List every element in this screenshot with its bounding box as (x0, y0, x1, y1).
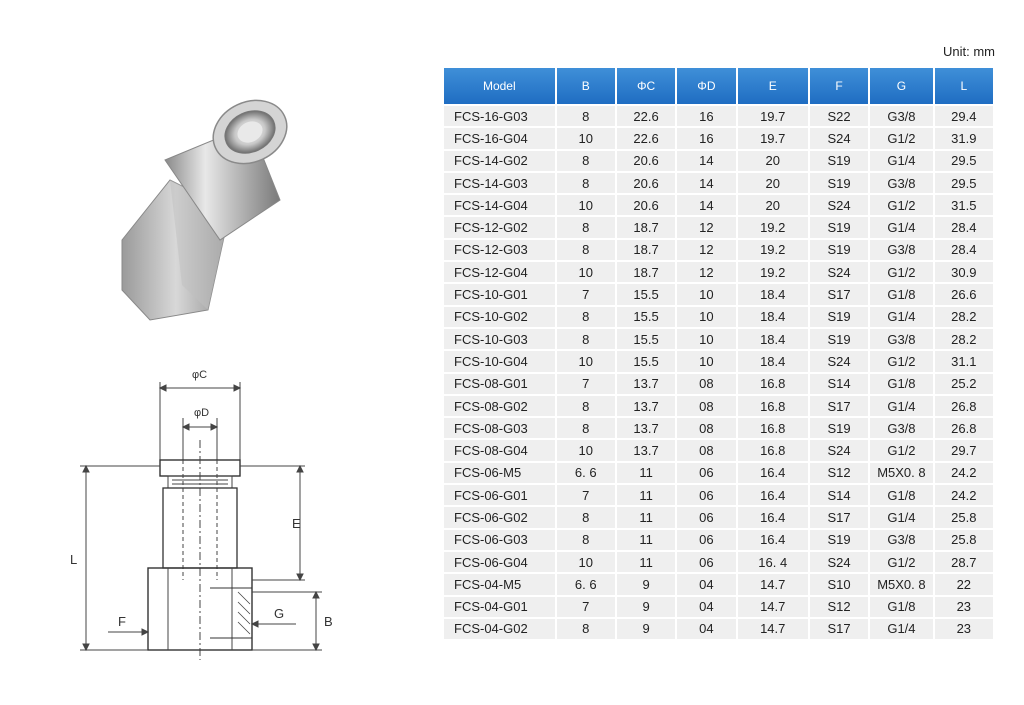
table-row (444, 240, 993, 260)
table-row (444, 418, 993, 438)
dim-g-label: G (274, 606, 285, 621)
table-cell: 18.4 (738, 329, 808, 349)
table-cell: 28.7 (935, 552, 993, 572)
table-cell: S19 (810, 530, 868, 550)
table-cell: 06 (677, 463, 735, 483)
table-cell: S14 (810, 485, 868, 505)
table-cell: 22.6 (617, 128, 675, 148)
table-cell: 7 (557, 374, 615, 394)
table-cell: 10 (557, 351, 615, 371)
table-cell: 20 (738, 173, 808, 193)
table-cell: 8 (557, 240, 615, 260)
technical-drawing (60, 360, 360, 660)
table-cell: 20 (738, 151, 808, 171)
model-cell: FCS-08-G04 (444, 440, 555, 460)
table-cell: S24 (810, 351, 868, 371)
table-cell: 22.6 (617, 106, 675, 126)
table-cell: 13.7 (617, 418, 675, 438)
table-cell: 16.8 (738, 440, 808, 460)
table-cell: S14 (810, 374, 868, 394)
table-cell: S10 (810, 574, 868, 594)
table-row (444, 530, 993, 550)
model-cell: FCS-04-G02 (444, 619, 555, 639)
table-cell: 29.5 (935, 151, 993, 171)
product-photo (110, 90, 290, 330)
table-row (444, 507, 993, 527)
table-cell: 15.5 (617, 307, 675, 327)
table-cell: G3/8 (870, 240, 932, 260)
table-cell: 15.5 (617, 284, 675, 304)
table-cell: G3/8 (870, 329, 932, 349)
model-cell: FCS-06-G03 (444, 530, 555, 550)
table-row (444, 106, 993, 126)
table-row (444, 552, 993, 572)
table-cell: G1/2 (870, 195, 932, 215)
table-cell: 7 (557, 284, 615, 304)
dim-d-label: φD (194, 407, 210, 419)
table-cell: 19.2 (738, 262, 808, 282)
table-cell: 8 (557, 173, 615, 193)
table-cell: 6. 6 (557, 463, 615, 483)
table-cell: 06 (677, 530, 735, 550)
table-cell: 8 (557, 151, 615, 171)
dim-l-label: L (70, 552, 78, 567)
table-cell: G3/8 (870, 530, 932, 550)
column-header: F (810, 68, 868, 104)
column-header: E (738, 68, 808, 104)
table-cell: 31.5 (935, 195, 993, 215)
table-cell: 29.7 (935, 440, 993, 460)
table-cell: 18.4 (738, 307, 808, 327)
table-cell: 8 (557, 619, 615, 639)
column-header: Model (444, 68, 555, 104)
model-cell: FCS-10-G02 (444, 307, 555, 327)
table-cell: S12 (810, 463, 868, 483)
table-cell: 20.6 (617, 151, 675, 171)
table-cell: 10 (677, 351, 735, 371)
table-cell: 24.2 (935, 463, 993, 483)
table-cell: 06 (677, 507, 735, 527)
table-cell: 19.2 (738, 240, 808, 260)
table-cell: 10 (557, 552, 615, 572)
table-cell: 28.2 (935, 329, 993, 349)
table-cell: 11 (617, 530, 675, 550)
table-cell: 06 (677, 485, 735, 505)
table-row (444, 151, 993, 171)
table-cell: 08 (677, 374, 735, 394)
table-cell: 16. 4 (738, 552, 808, 572)
table-cell: 14.7 (738, 619, 808, 639)
table-cell: 8 (557, 530, 615, 550)
table-cell: 12 (677, 262, 735, 282)
table-cell: 8 (557, 507, 615, 527)
table-cell: G1/4 (870, 396, 932, 416)
table-cell: 29.5 (935, 173, 993, 193)
model-cell: FCS-16-G03 (444, 106, 555, 126)
table-cell: 08 (677, 418, 735, 438)
table-cell: 19.7 (738, 106, 808, 126)
column-header: G (870, 68, 932, 104)
table-cell: G1/2 (870, 262, 932, 282)
table-cell: 10 (677, 329, 735, 349)
model-cell: FCS-08-G02 (444, 396, 555, 416)
table-cell: 7 (557, 485, 615, 505)
table-cell: 9 (617, 597, 675, 617)
table-cell: 28.2 (935, 307, 993, 327)
table-cell: 18.7 (617, 217, 675, 237)
table-cell: 14 (677, 151, 735, 171)
table-cell: G1/4 (870, 217, 932, 237)
model-cell: FCS-06-M5 (444, 463, 555, 483)
model-cell: FCS-12-G02 (444, 217, 555, 237)
model-cell: FCS-12-G03 (444, 240, 555, 260)
table-cell: 04 (677, 574, 735, 594)
table-cell: G3/8 (870, 106, 932, 126)
table-row (444, 396, 993, 416)
table-cell: 10 (677, 284, 735, 304)
table-cell: 14.7 (738, 597, 808, 617)
table-cell: 18.7 (617, 262, 675, 282)
table-cell: 19.7 (738, 128, 808, 148)
table-cell: 15.5 (617, 329, 675, 349)
model-cell: FCS-06-G01 (444, 485, 555, 505)
table-cell: 10 (677, 307, 735, 327)
table-cell: G1/2 (870, 552, 932, 572)
model-cell: FCS-06-G04 (444, 552, 555, 572)
unit-label: Unit: mm (943, 44, 995, 59)
table-cell: G1/8 (870, 284, 932, 304)
table-cell: 16.4 (738, 463, 808, 483)
table-cell: 8 (557, 217, 615, 237)
model-cell: FCS-14-G04 (444, 195, 555, 215)
table-cell: 16 (677, 106, 735, 126)
model-cell: FCS-12-G04 (444, 262, 555, 282)
table-row (444, 463, 993, 483)
table-row (444, 597, 993, 617)
model-cell: FCS-06-G02 (444, 507, 555, 527)
table-row (444, 574, 993, 594)
table-cell: 11 (617, 485, 675, 505)
table-cell: 16.4 (738, 507, 808, 527)
table-cell: 14 (677, 173, 735, 193)
table-cell: 25.8 (935, 530, 993, 550)
table-cell: 8 (557, 329, 615, 349)
table-cell: S19 (810, 418, 868, 438)
table-cell: S17 (810, 284, 868, 304)
table-cell: G1/4 (870, 507, 932, 527)
table-cell: S19 (810, 240, 868, 260)
table-row (444, 195, 993, 215)
table-cell: 13.7 (617, 440, 675, 460)
table-cell: 04 (677, 619, 735, 639)
dim-e-label: E (292, 516, 301, 531)
table-cell: G1/2 (870, 128, 932, 148)
table-cell: 12 (677, 240, 735, 260)
table-row (444, 351, 993, 371)
column-header: ΦD (677, 68, 735, 104)
model-cell: FCS-08-G01 (444, 374, 555, 394)
table-cell: 08 (677, 396, 735, 416)
table-row (444, 307, 993, 327)
table-cell: S22 (810, 106, 868, 126)
table-cell: 04 (677, 597, 735, 617)
table-cell: 11 (617, 552, 675, 572)
table-cell: 18.4 (738, 284, 808, 304)
table-cell: 6. 6 (557, 574, 615, 594)
table-cell: 13.7 (617, 396, 675, 416)
table-row (444, 329, 993, 349)
table-cell: M5X0. 8 (870, 463, 932, 483)
table-cell: 25.2 (935, 374, 993, 394)
table-cell: S12 (810, 597, 868, 617)
table-header-row (444, 68, 993, 104)
table-cell: S24 (810, 552, 868, 572)
table-row (444, 128, 993, 148)
table-cell: G1/8 (870, 485, 932, 505)
table-cell: 16.4 (738, 530, 808, 550)
model-cell: FCS-10-G01 (444, 284, 555, 304)
table-cell: 24.2 (935, 485, 993, 505)
table-cell: 06 (677, 552, 735, 572)
table-cell: 26.8 (935, 418, 993, 438)
table-row (444, 374, 993, 394)
table-cell: 10 (557, 128, 615, 148)
model-cell: FCS-16-G04 (444, 128, 555, 148)
table-cell: 8 (557, 396, 615, 416)
table-cell: G1/2 (870, 351, 932, 371)
table-cell: G1/8 (870, 597, 932, 617)
model-cell: FCS-10-G04 (444, 351, 555, 371)
table-cell: 9 (617, 574, 675, 594)
model-cell: FCS-04-M5 (444, 574, 555, 594)
table-row (444, 485, 993, 505)
table-cell: 14.7 (738, 574, 808, 594)
table-cell: G1/2 (870, 440, 932, 460)
table-cell: 16.8 (738, 396, 808, 416)
table-cell: 8 (557, 418, 615, 438)
model-cell: FCS-14-G03 (444, 173, 555, 193)
column-header: L (935, 68, 993, 104)
table-cell: 22 (935, 574, 993, 594)
dim-f-label: F (118, 614, 126, 629)
table-cell: 14 (677, 195, 735, 215)
table-cell: 18.7 (617, 240, 675, 260)
table-cell: 20.6 (617, 173, 675, 193)
table-cell: 08 (677, 440, 735, 460)
table-cell: 20 (738, 195, 808, 215)
table-cell: 12 (677, 217, 735, 237)
table-cell: G1/4 (870, 151, 932, 171)
table-cell: 30.9 (935, 262, 993, 282)
table-cell: S19 (810, 307, 868, 327)
column-header: B (557, 68, 615, 104)
table-cell: 23 (935, 619, 993, 639)
table-cell: 28.4 (935, 217, 993, 237)
table-cell: 20.6 (617, 195, 675, 215)
table-row (444, 440, 993, 460)
table-cell: 11 (617, 507, 675, 527)
table-cell: 19.2 (738, 217, 808, 237)
model-cell: FCS-08-G03 (444, 418, 555, 438)
table-row (444, 173, 993, 193)
table-cell: G3/8 (870, 418, 932, 438)
table-cell: S24 (810, 262, 868, 282)
table-cell: 11 (617, 463, 675, 483)
table-cell: S17 (810, 507, 868, 527)
table-cell: 18.4 (738, 351, 808, 371)
table-cell: 9 (617, 619, 675, 639)
table-cell: 10 (557, 262, 615, 282)
table-cell: S24 (810, 195, 868, 215)
table-row (444, 284, 993, 304)
table-cell: 26.6 (935, 284, 993, 304)
column-header: ΦC (617, 68, 675, 104)
dim-b-label: B (324, 614, 333, 629)
table-cell: 26.8 (935, 396, 993, 416)
table-cell: 16 (677, 128, 735, 148)
model-cell: FCS-10-G03 (444, 329, 555, 349)
table-cell: 31.1 (935, 351, 993, 371)
table-cell: 25.8 (935, 507, 993, 527)
table-cell: 16.8 (738, 418, 808, 438)
table-cell: 15.5 (617, 351, 675, 371)
table-cell: 10 (557, 195, 615, 215)
table-cell: 7 (557, 597, 615, 617)
table-cell: 10 (557, 440, 615, 460)
spec-table (442, 66, 995, 641)
table-row (444, 619, 993, 639)
table-cell: 23 (935, 597, 993, 617)
table-cell: S19 (810, 151, 868, 171)
table-cell: 16.4 (738, 485, 808, 505)
table-cell: G3/8 (870, 173, 932, 193)
table-cell: G1/4 (870, 619, 932, 639)
table-cell: G1/8 (870, 374, 932, 394)
table-cell: G1/4 (870, 307, 932, 327)
table-cell: 28.4 (935, 240, 993, 260)
table-cell: S17 (810, 619, 868, 639)
table-cell: 16.8 (738, 374, 808, 394)
table-row (444, 262, 993, 282)
model-cell: FCS-14-G02 (444, 151, 555, 171)
table-cell: S24 (810, 440, 868, 460)
table-cell: 31.9 (935, 128, 993, 148)
table-cell: 29.4 (935, 106, 993, 126)
table-cell: S17 (810, 396, 868, 416)
dim-c-label: φC (192, 369, 208, 381)
table-cell: 8 (557, 307, 615, 327)
table-cell: S19 (810, 329, 868, 349)
table-cell: S19 (810, 217, 868, 237)
table-cell: 8 (557, 106, 615, 126)
table-cell: S19 (810, 173, 868, 193)
table-cell: M5X0. 8 (870, 574, 932, 594)
table-cell: S24 (810, 128, 868, 148)
table-row (444, 217, 993, 237)
model-cell: FCS-04-G01 (444, 597, 555, 617)
table-cell: 13.7 (617, 374, 675, 394)
